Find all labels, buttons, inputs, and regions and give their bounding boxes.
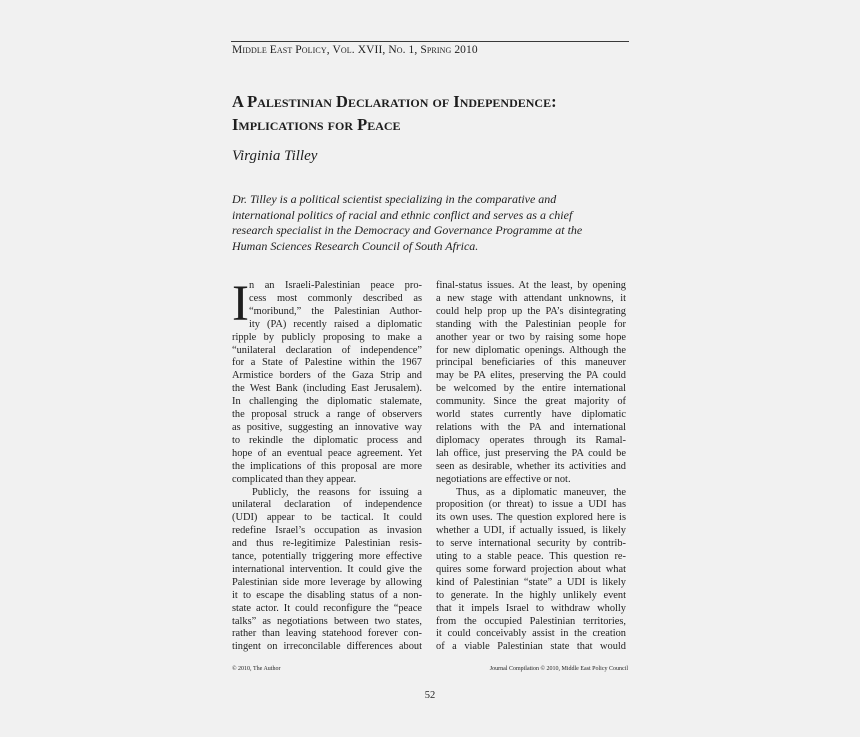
body-line: final-status issues. At the least, by opening [436, 280, 626, 291]
header-rule [231, 41, 629, 42]
bio-line: Human Sciences Research Council of South Africa. [232, 238, 479, 253]
body-line: In challenging the diplomatic stalemate, [232, 396, 422, 408]
copyright-journal: Journal Compilation © 2010, Middle East Policy Council [489, 666, 628, 672]
body-line: “moribund,” the Palestinian Author- [249, 305, 422, 317]
body-line: Thus, as a diplomatic maneuver, the [456, 486, 626, 498]
body-line: whether a UDI, if actually issued, is likely [436, 525, 626, 537]
body-line: another year or two by raising some hope [436, 331, 626, 343]
body-line: hope of an eventual peace agreement. Yet [232, 447, 422, 459]
body-line: (UDI) appear to be tactical. It could [232, 512, 422, 524]
body-line: its own uses. The question explored here is [436, 512, 626, 524]
body-line: negotiations are effective or not. [436, 473, 571, 485]
body-line: ity (PA) recently raised a diplomatic [249, 318, 422, 330]
title-line: Implications for Peace [232, 115, 401, 134]
body-line: international intervention. It could give the [232, 563, 422, 575]
body-line: ripple by publicly proposing to make a [232, 331, 422, 343]
body-line: for a State of Palestine within the 1967 [232, 357, 422, 369]
article-title [232, 90, 632, 136]
body-line: relations with the PA and international [436, 421, 626, 433]
body-line: be welcomed by the entire international [436, 383, 626, 395]
body-line: tingent on irreconcilable differences about [232, 641, 422, 653]
body-line: of a viable Palestinian state that would [436, 641, 626, 653]
page-number: 52 [424, 690, 436, 701]
bio-line: international politics of racial and ethnic conflict and serves as a chief [232, 207, 573, 222]
body-line: proposition (or threat) to issue a UDI has [436, 499, 626, 511]
body-line: Armistice borders of the Gaza Strip and [232, 370, 422, 382]
body-line: world states currently have diplomatic [436, 409, 626, 421]
body-line: quires some forward projection about what [436, 563, 626, 575]
body-line: Publicly, the reasons for issuing a [252, 486, 422, 498]
body-line: standing with the Palestinian people for [436, 318, 626, 330]
body-line: lah office, just preserving the PA could be [436, 447, 626, 459]
body-line: the West Bank (including East Jerusalem). [232, 383, 422, 395]
article-author: Virginia Tilley [232, 148, 318, 164]
body-line: uting to a stable peace. This question re- [436, 551, 626, 563]
body-line: diplomacy operates through its Ramal- [436, 434, 626, 446]
drop-cap: I [232, 276, 249, 332]
body-line: the proposal struck a range of observers [232, 409, 422, 421]
body-line: it could conceivably assist in the creation [436, 628, 626, 640]
body-line: the implications of this proposal are more [232, 460, 422, 472]
body-line: to generate. In the highly unlikely event [436, 589, 626, 601]
body-line: may be PA elites, preserving the PA could [436, 370, 626, 382]
body-line: principal beneficiaries of this maneuver [436, 357, 626, 369]
body-line: tance, potentially triggering more effective [232, 551, 422, 563]
author-bio [232, 192, 632, 254]
body-line: to serve international security by contrib- [436, 538, 626, 550]
journal-header: Middle East Policy, Vol. XVII, No. 1, Spring 2010 [232, 44, 478, 56]
body-line: Palestinian side more leverage by allowing [232, 576, 422, 588]
body-line: it to escape the disabling status of a non- [232, 589, 422, 601]
body-line: rather than leaving statehood forever con- [232, 628, 422, 640]
body-line: cess most commonly described as [249, 292, 422, 304]
body-line: seen as desirable, whether its activities and [436, 460, 626, 472]
body-line: a new stage with attendant unknowns, it [436, 292, 626, 304]
body-line: talks” as negotiations between two states, [232, 615, 422, 627]
body-line: community. Since the great majority of [436, 396, 626, 408]
body-line: to rekindle the diplomatic process and [232, 434, 422, 446]
body-line: that it impels Israel to withdraw wholly [436, 602, 626, 614]
body-line: redefine Israel’s occupation as invasion [232, 525, 422, 537]
body-column-right [436, 280, 626, 654]
bio-line: research specialist in the Democracy and Governance Programme at the [232, 223, 583, 237]
copyright-author: © 2010, The Author [232, 666, 281, 672]
body-line: as positive, suggesting an innovative way [232, 421, 422, 433]
body-line: unilateral declaration of independence [232, 499, 422, 511]
body-line: n an Israeli-Palestinian peace pro- [249, 280, 422, 291]
body-column-left [232, 276, 422, 654]
body-line: state actor. It could reconfigure the “peace [232, 602, 422, 614]
body-line: from the occupied Palestinian territories, [436, 615, 626, 627]
body-line: complicated than they appear. [232, 473, 357, 485]
title-line: A Palestinian Declaration of Independence: [232, 92, 557, 111]
body-line: “unilateral declaration of independence” [232, 344, 422, 356]
bio-line: Dr. Tilley is a political scientist specializing in the comparative and [232, 192, 557, 206]
body-line: kind of Palestinian “state” a UDI is likely [436, 576, 626, 588]
body-line: and thus re-legitimize Palestinian resis- [232, 538, 422, 550]
body-line: for new diplomatic openings. Although the [436, 344, 626, 356]
body-line: could help prop up the PA’s disintegrating [436, 305, 626, 317]
